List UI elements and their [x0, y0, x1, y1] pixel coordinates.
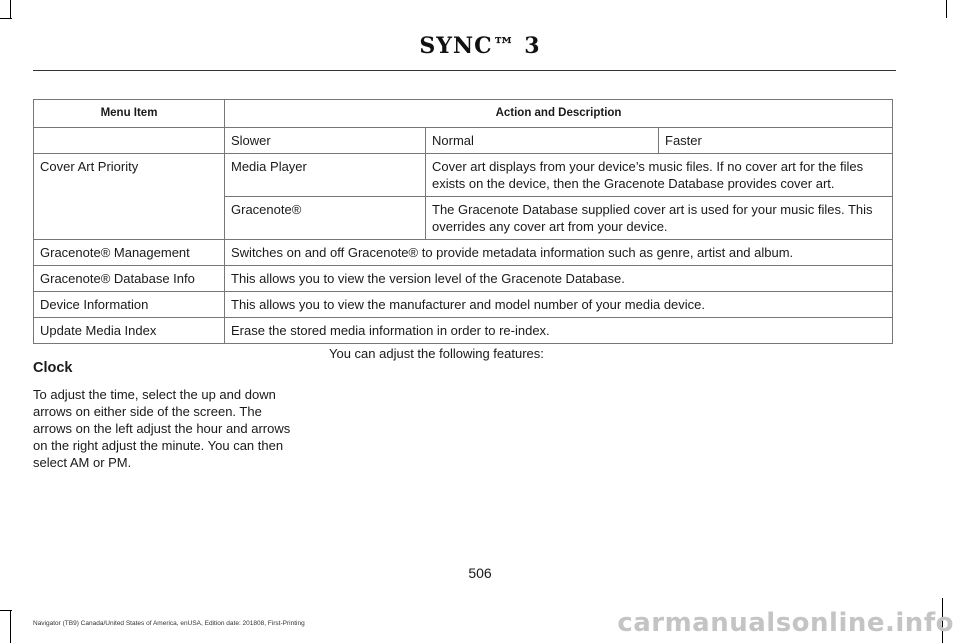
table-row: [34, 240, 893, 266]
table-cell-description: Erase the stored media information in order to re-index.: [225, 318, 893, 344]
table-row: [34, 266, 893, 292]
table-cell-media-player: Media Player: [225, 154, 426, 197]
table-cell-description: This allows you to view the version level of the Gracenote Database.: [225, 266, 893, 292]
features-intro: You can adjust the following features:: [329, 346, 544, 361]
page-number: 506: [468, 565, 492, 581]
table-cell-item: Gracenote® Database Info: [34, 266, 225, 292]
clock-heading: Clock: [33, 360, 73, 376]
page-header-title: SYNC™ 3: [419, 33, 541, 59]
table-row: [34, 292, 893, 318]
table-cell-media-player-description: Cover art displays from your device’s music files. If no cover art for the files exists on the device, then the Gracenote Database provides cover art.: [426, 154, 893, 197]
footer-text: Navigator (TB9) Canada/United States of America, enUSA, Edition date: 201808, First-Printing: [33, 620, 305, 627]
crop-mark-bottom-left-h: [0, 610, 12, 611]
table-cell-normal: Normal: [426, 128, 659, 154]
table-cell-description: This allows you to view the manufacturer and model number of your media device.: [225, 292, 893, 318]
table-cell-empty: [34, 128, 225, 154]
menu-table: [33, 99, 893, 344]
watermark: carmanualsonline.info: [617, 608, 954, 638]
table-cell-item: Update Media Index: [34, 318, 225, 344]
table-cell-faster: Faster: [659, 128, 893, 154]
table-row: [34, 318, 893, 344]
table-cell-slower: Slower: [225, 128, 426, 154]
table-cell-cover-art-priority: Cover Art Priority: [34, 154, 225, 240]
crop-mark-top-left-h: [0, 18, 12, 19]
table-cell-gracenote-description: The Gracenote Database supplied cover art is used for your music files. This overrides any cover art from your device.: [426, 197, 893, 240]
table-cell-item: Device Information: [34, 292, 225, 318]
header-rule: [33, 70, 896, 71]
crop-mark-top-left-v: [10, 0, 11, 18]
crop-mark-bottom-left-v: [10, 610, 11, 643]
clock-section: [33, 356, 303, 471]
table-cell-description: Switches on and off Gracenote® to provide metadata information such as genre, artist and album.: [225, 240, 893, 266]
table-row-cover-art-media: [34, 154, 893, 197]
table-cell-item: Gracenote® Management: [34, 240, 225, 266]
table-cell-gracenote: Gracenote®: [225, 197, 426, 240]
header-action-description: Action and Description: [225, 100, 893, 128]
header-menu-item: Menu Item: [34, 100, 225, 128]
table-header-row: [34, 100, 893, 128]
clock-paragraph: To adjust the time, select the up and down arrows on either side of the screen. The arrows on the left adjust the hour and arrows on the right adjust the minute. You can then select AM or PM.: [33, 387, 291, 470]
table-row-speed: [34, 128, 893, 154]
crop-mark-top-right-v: [946, 0, 947, 18]
